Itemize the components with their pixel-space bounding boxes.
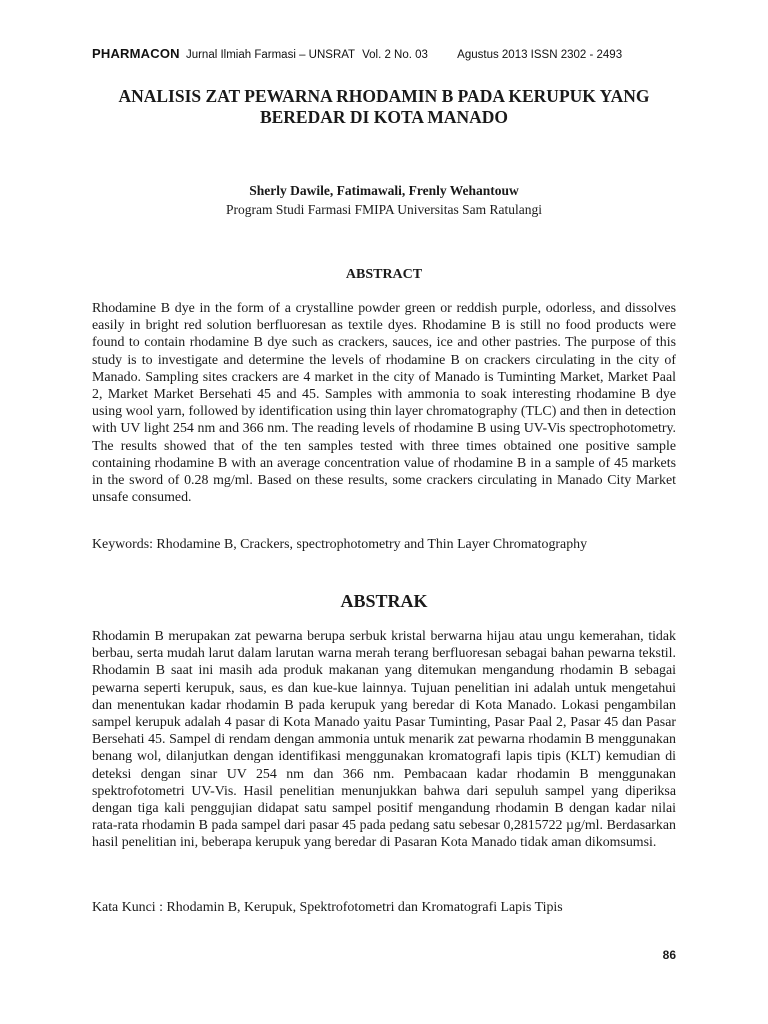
keywords-indonesian: Kata Kunci : Rhodamin B, Kerupuk, Spektrofotometri dan Kromatografi Lapis Tipis bbox=[92, 900, 563, 915]
page-number: 86 bbox=[662, 948, 676, 962]
journal-brand: PHARMACON bbox=[92, 46, 180, 61]
abstract-text-english: Rhodamine B dye in the form of a crystalline powder green or reddish purple, odorless, and dissolves easily in bright red solution berfluoresan as textile dyes. Rhodamine B is still no food products were found to contain rhodamine B dye such as crackers, sauces, ice and other pastries. The purpose of this study is to investigate and determine the levels of rhodamine B on crackers circulating in the city of Manado. Sampling sites crackers are 4 market in the city of Manado is Tuminting Market, Market Paal 2, Market Market Bersehati 45 and 45. Samples with ammonia to soak interesting rhodamine B dye using wool yarn, followed by identification using thin layer chromatography (TLC) and then in detection with UV light 254 nm and 366 nm. The reading levels of rhodamine B using UV-Vis spectrophotometry. The results showed that of the ten samples tested with three times obtained one positive sample containing rhodamine B with an average concentration value of rhodamine B in a sample of 45 markets in the sword of 0.28 mg/ml. Based on these results, some crackers circulating in Manado City Market unsafe consumed. bbox=[92, 301, 676, 506]
author-affiliation: Program Studi Farmasi FMIPA Universitas Sam Ratulangi bbox=[225, 202, 542, 217]
keywords-english: Keywords: Rhodamine B, Crackers, spectrophotometry and Thin Layer Chromatography bbox=[92, 537, 588, 552]
running-head bbox=[92, 46, 692, 61]
abstract-heading: ABSTRACT bbox=[345, 267, 423, 282]
abstrak-heading: ABSTRAK bbox=[340, 591, 428, 611]
abstract-text-indonesian: Rhodamin B merupakan zat pewarna berupa serbuk kristal berwarna hijau atau ungu kemerahan, tidak berbau, serta mudah larut dalam larutan warna merah terang berfluoresan sebagai bahan pewarna tekstil. Rhodamin B saat ini masih ada produk makanan yang ditemukan mengandung rhodamin B sebagai pewarna seperti kerupuk, saus, es dan kue-kue lainnya. Tujuan penelitian ini adalah untuk mengetahui dan menentukan kadar rhodamin B pada kerupuk yang beredar di Kota Manado. Lokasi pengambilan sampel kerupuk adalah 4 pasar di Kota Manado yaitu Pasar Tuminting, Pasar Paal 2, Pasar 45 dan Pasar Bersehati 45. Sampel di rendam dengan ammonia untuk menarik zat pewarna rhodamin B menggunakan benang wol, dilanjutkan dengan identifikasi menggunakan kromatografi lapis tipis (KLT) kemudian di deteksi dengan sinar UV 254 nm dan 366 nm. Pembacaan kadar rhodamin B menggunakan spektrofotometri UV-Vis. Hasil penelitian menunjukkan bahwa dari sepuluh sampel yang diperiksa dengan tiga kali penggujian didapat satu sampel positif mengandung rhodamin B dengan kadar nilai rata-rata rhodamin B pada sampel dari pasar 45 pada pedang satu sebesar 0,2815722 µg/ml. Berdasarkan hasil penelitian ini, beberapa kerupuk yang beredar di Pasaran Kota Manado tidak aman dikomsumsi. bbox=[92, 629, 676, 851]
author-list: Sherly Dawile, Fatimawali, Frenly Wehantouw bbox=[249, 183, 519, 198]
journal-volume: Vol. 2 No. 03 bbox=[362, 49, 428, 61]
journal-date-issn: Agustus 2013 ISSN 2302 - 2493 bbox=[457, 49, 623, 61]
journal-name: Jurnal Ilmiah Farmasi – UNSRAT bbox=[185, 49, 355, 61]
paper-title: ANALISIS ZAT PEWARNA RHODAMIN B PADA KERUPUK YANG BEREDAR DI KOTA MANADO bbox=[118, 86, 650, 127]
